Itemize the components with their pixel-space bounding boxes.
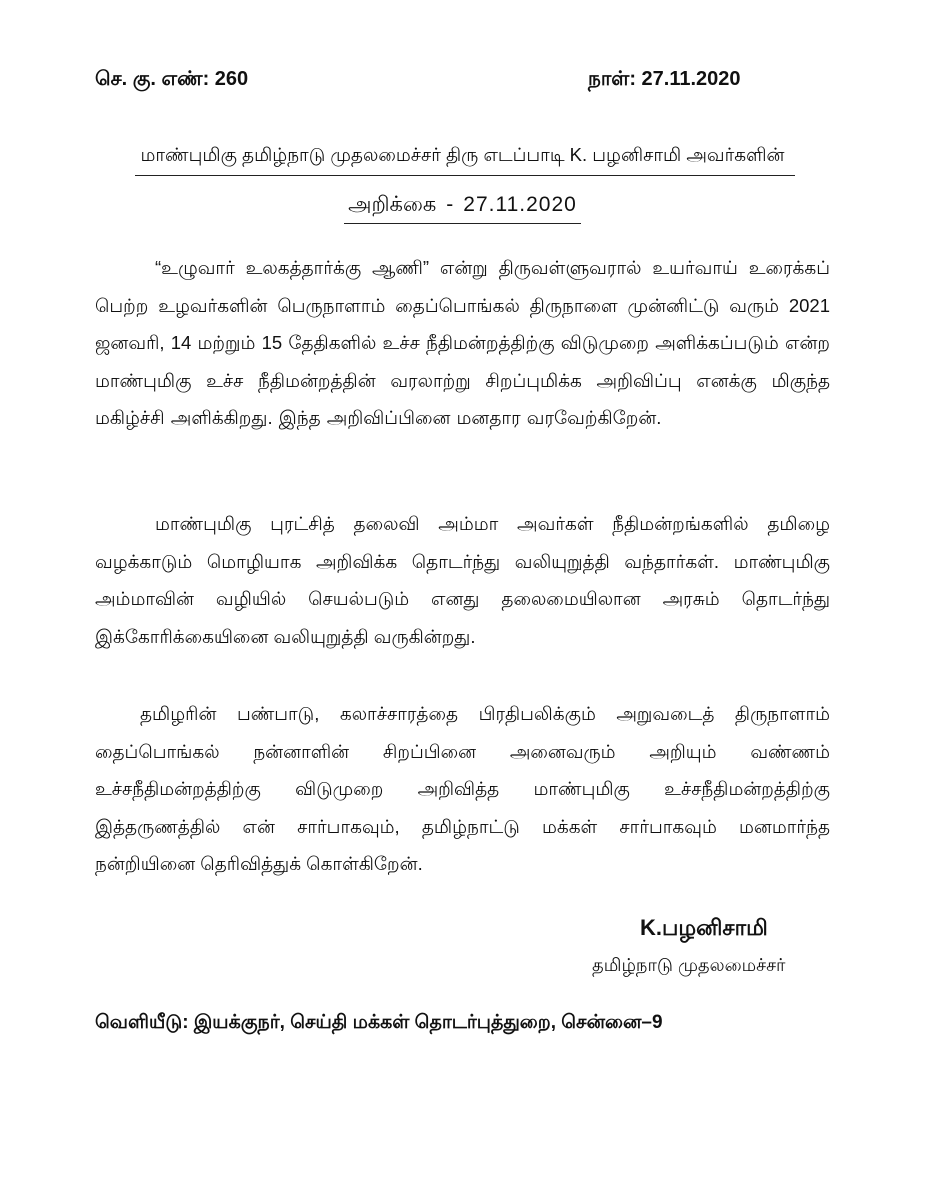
- paragraph-2: மாண்புமிகு புரட்சித் தலைவி அம்மா அவர்கள் நீதிமன்றங்களில் தமிழை வழக்காடும் மொழியாக அறிவிக்க தொடர்ந்து வலியுறுத்தி வந்தார்கள். மாண்புமிகு அம்மாவின் வழியில் செயல்படும் எனது தலைமையிலான அரசும் தொடர்ந்து இக்கோரிக்கையினை வலியுறுத்தி வருகின்றது.: [95, 513, 830, 647]
- signatory-title: தமிழ்நாடு முதலமைச்சர்: [592, 955, 786, 975]
- statement-label: அறிக்கை: [348, 193, 437, 216]
- subject-underline: [135, 175, 795, 176]
- reference-number: செ. கு. எண்: 260: [95, 68, 249, 90]
- subject-line: மாண்புமிகு தமிழ்நாடு முதலமைச்சர் திரு எடப்பாடி K. பழனிசாமி அவர்களின்: [140, 144, 785, 165]
- statement-separator: -: [446, 193, 454, 216]
- release-date: நாள்: 27.11.2020: [588, 68, 741, 90]
- signatory-name: K.பழனிசாமி: [640, 915, 768, 940]
- statement-date: 27.11.2020: [463, 193, 577, 216]
- paragraph-3: தமிழரின் பண்பாடு, கலாச்சாரத்தை பிரதிபலிக்கும் அறுவடைத் திருநாளாம் தைப்பொங்கல் நன்னாளின் சிறப்பினை அனைவரும் அறியும் வண்ணம் உச்சநீதிமன்றத்திற்கு விடுமுறை அறிவித்த மாண்புமிகு உச்சநீதிமன்றத்திற்கு இத்தருணத்தில் என் சார்பாகவும், தமிழ்நாட்டு மக்கள் சார்பாகவும் மனமார்ந்த நன்றியினை தெரிவித்துக் கொள்கிறேன்.: [95, 703, 830, 874]
- paragraph-1: “உழுவார் உலகத்தார்க்கு ஆணி” என்று திருவள்ளுவரால் உயர்வாய் உரைக்கப் பெற்ற உழவர்களின் பெருநாளாம் தைப்பொங்கல் திருநாளை முன்னிட்டு வரும் 2021 ஜனவரி, 14 மற்றும் 15 தேதிகளில் உச்ச நீதிமன்றத்திற்கு விடுமுறை அளிக்கப்படும் என்ற மாண்புமிகு உச்ச நீதிமன்றத்தின் வரலாற்று சிறப்புமிக்க அறிவிப்பு எனக்கு மிகுந்த மகிழ்ச்சி அளிக்கிறது. இந்த அறிவிப்பினை மனதார வரவேற்கிறேன்.: [95, 257, 830, 428]
- statement-heading: [0, 193, 925, 224]
- publisher-footer: வெளியீடு: இயக்குநர், செய்தி மக்கள் தொடர்புத்துறை, சென்னை–9: [95, 1012, 663, 1033]
